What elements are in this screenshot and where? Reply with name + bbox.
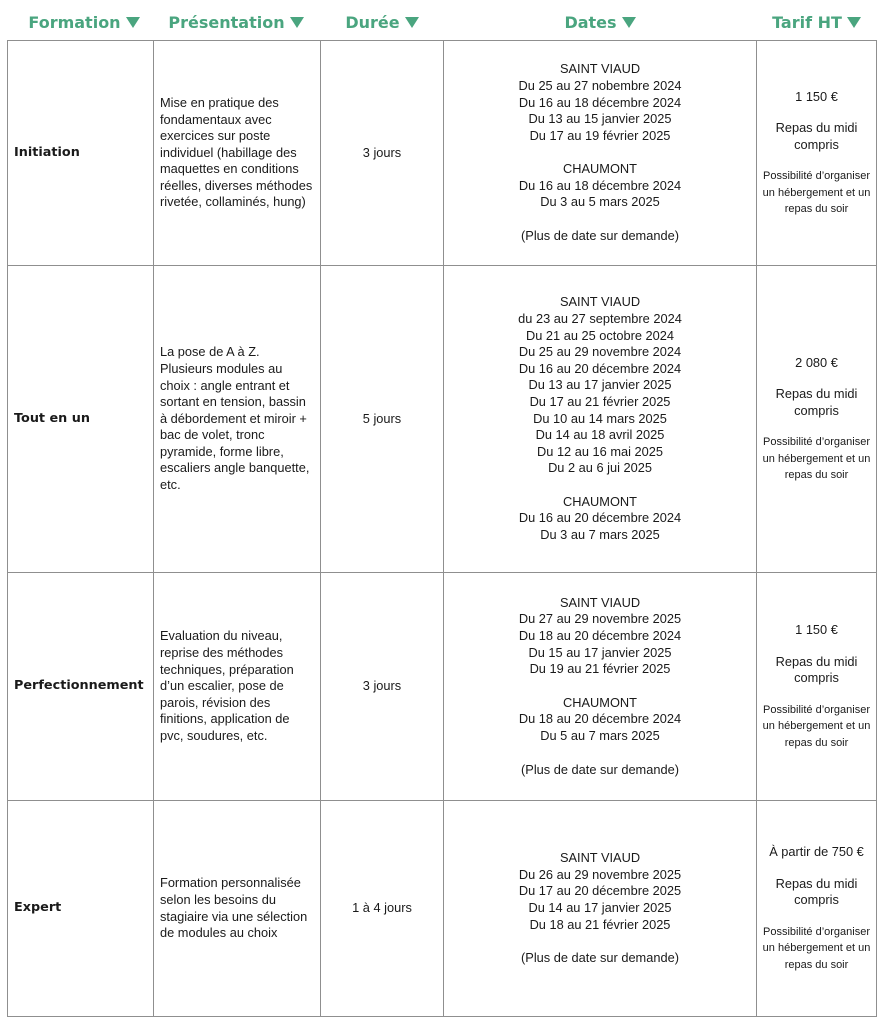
training-table	[7, 40, 877, 1017]
dates-cell	[444, 573, 757, 801]
date-item: Du 16 au 20 décembre 2024	[518, 510, 682, 526]
date-item: Du 5 au 7 mars 2025	[540, 727, 660, 743]
duration: 3 jours	[321, 573, 444, 801]
column-header-duree[interactable]	[321, 11, 443, 33]
date-item: Du 18 au 20 décembre 2024	[518, 628, 682, 644]
presentation-text: Mise en pratique des fondamentaux avec exercices sur poste individuel (habillage des maquettes en conditions réelles, diverses méthodes rivetée, collaminés, hung)	[154, 41, 321, 266]
price: 1 150 €	[795, 88, 838, 104]
triangle-down-icon	[622, 17, 636, 28]
duration: 5 jours	[321, 266, 444, 573]
date-item: Du 16 au 18 décembre 2024	[518, 177, 682, 193]
date-item: Du 15 au 17 janvier 2025	[528, 644, 672, 660]
date-item: Du 13 au 15 janvier 2025	[528, 111, 672, 127]
date-item: Du 17 au 21 février 2025	[529, 393, 671, 409]
date-item: Du 14 au 17 janvier 2025	[528, 900, 672, 915]
column-header-presentation-label: Présentation	[168, 12, 285, 32]
dates-note: (Plus de date sur demande)	[521, 761, 679, 777]
date-place: SAINT VIAUD	[559, 61, 641, 77]
date-item: Du 17 au 20 décembre 2025	[518, 883, 682, 899]
price-cell	[757, 801, 877, 1017]
dates-note: (Plus de date sur demande)	[521, 950, 679, 966]
price: 2 080 €	[795, 354, 838, 370]
table-row	[8, 266, 877, 573]
accommodation-note: Possibilité d’organiser un hébergement et un repas du soir	[762, 170, 871, 216]
column-header-dates[interactable]	[444, 11, 756, 33]
dates-cell	[444, 266, 757, 573]
column-header-dates-label: Dates	[564, 12, 617, 32]
date-item: Du 10 au 14 mars 2025	[533, 410, 667, 426]
date-place: SAINT VIAUD	[559, 294, 641, 310]
price: À partir de 750 €	[769, 844, 864, 859]
date-item: Du 14 au 18 avril 2025	[535, 427, 665, 443]
date-place: SAINT VIAUD	[559, 594, 641, 610]
date-item: Du 19 au 21 février 2025	[529, 661, 671, 677]
dates-cell	[444, 41, 757, 266]
price-cell	[757, 266, 877, 573]
date-place: CHAUMONT	[563, 161, 637, 177]
table-row	[8, 801, 877, 1017]
formation-name: Initiation	[8, 41, 154, 266]
date-item: Du 21 au 25 octobre 2024	[526, 327, 674, 343]
presentation-text: Formation personnalisée selon les besoins du stagiaire via une sélection de modules au choix	[154, 801, 321, 1017]
dates-cell	[444, 801, 757, 1017]
formation-name: Perfectionnement	[8, 573, 154, 801]
date-item: Du 17 au 19 février 2025	[529, 127, 671, 143]
presentation-text: La pose de A à Z. Plusieurs modules au choix : angle entrant et sortant en tension, bassin à débordement et miroir + bac de volet, tronc pyramide, forme libre, escaliers angle banquette, etc.	[154, 266, 321, 573]
column-header-duree-label: Durée	[345, 12, 400, 32]
date-item: Du 25 au 29 novembre 2024	[518, 344, 682, 360]
date-item: Du 13 au 17 janvier 2025	[528, 377, 672, 393]
meal-info: Repas du midi compris	[775, 875, 858, 908]
triangle-down-icon	[126, 17, 140, 28]
column-header-formation-label: Formation	[28, 12, 121, 32]
meal-info: Repas du midi compris	[775, 386, 858, 418]
date-item: Du 3 au 7 mars 2025	[540, 527, 660, 543]
column-header-presentation[interactable]	[156, 11, 316, 33]
date-item: Du 12 au 16 mai 2025	[537, 443, 663, 459]
date-item: du 23 au 27 septembre 2024	[518, 310, 682, 326]
table-row	[8, 41, 877, 266]
formation-name: Tout en un	[8, 266, 154, 573]
date-item: Du 27 au 29 novembre 2025	[518, 611, 682, 627]
price-cell	[757, 41, 877, 266]
price-cell	[757, 573, 877, 801]
date-item: Du 16 au 20 décembre 2024	[518, 360, 682, 376]
formation-name: Expert	[8, 801, 154, 1017]
triangle-down-icon	[847, 17, 861, 28]
duration: 3 jours	[321, 41, 444, 266]
duration: 1 à 4 jours	[321, 801, 444, 1017]
meal-info: Repas du midi compris	[775, 653, 858, 686]
column-header-tarif[interactable]	[757, 11, 876, 33]
accommodation-note: Possibilité d’organiser un hébergement et un repas du soir	[762, 925, 871, 971]
date-item: Du 3 au 5 mars 2025	[540, 194, 660, 210]
triangle-down-icon	[405, 17, 419, 28]
date-place: CHAUMONT	[563, 694, 637, 710]
date-item: Du 26 au 29 novembre 2025	[518, 866, 682, 882]
dates-note: (Plus de date sur demande)	[521, 228, 679, 244]
date-item: Du 16 au 18 décembre 2024	[518, 94, 682, 110]
price: 1 150 €	[795, 622, 838, 637]
date-item: Du 18 au 20 décembre 2024	[518, 711, 682, 727]
accommodation-note: Possibilité d’organiser un hébergement et un repas du soir	[762, 703, 871, 749]
column-header-formation[interactable]	[20, 11, 148, 33]
date-place: SAINT VIAUD	[559, 850, 641, 866]
column-header-tarif-label: Tarif HT	[772, 12, 842, 32]
date-item: Du 25 au 27 nobembre 2024	[518, 77, 682, 93]
meal-info: Repas du midi compris	[775, 120, 858, 152]
date-item: Du 18 au 21 février 2025	[529, 916, 671, 932]
accommodation-note: Possibilité d’organiser un hébergement et un repas du soir	[762, 436, 871, 482]
presentation-text: Evaluation du niveau, reprise des méthodes techniques, préparation d’un escalier, pose de parois, révision des finitions, application de pvc, soudures, etc.	[154, 573, 321, 801]
table-row	[8, 573, 877, 801]
date-item: Du 2 au 6 jui 2025	[548, 460, 652, 476]
triangle-down-icon	[290, 17, 304, 28]
date-place: CHAUMONT	[563, 493, 637, 509]
